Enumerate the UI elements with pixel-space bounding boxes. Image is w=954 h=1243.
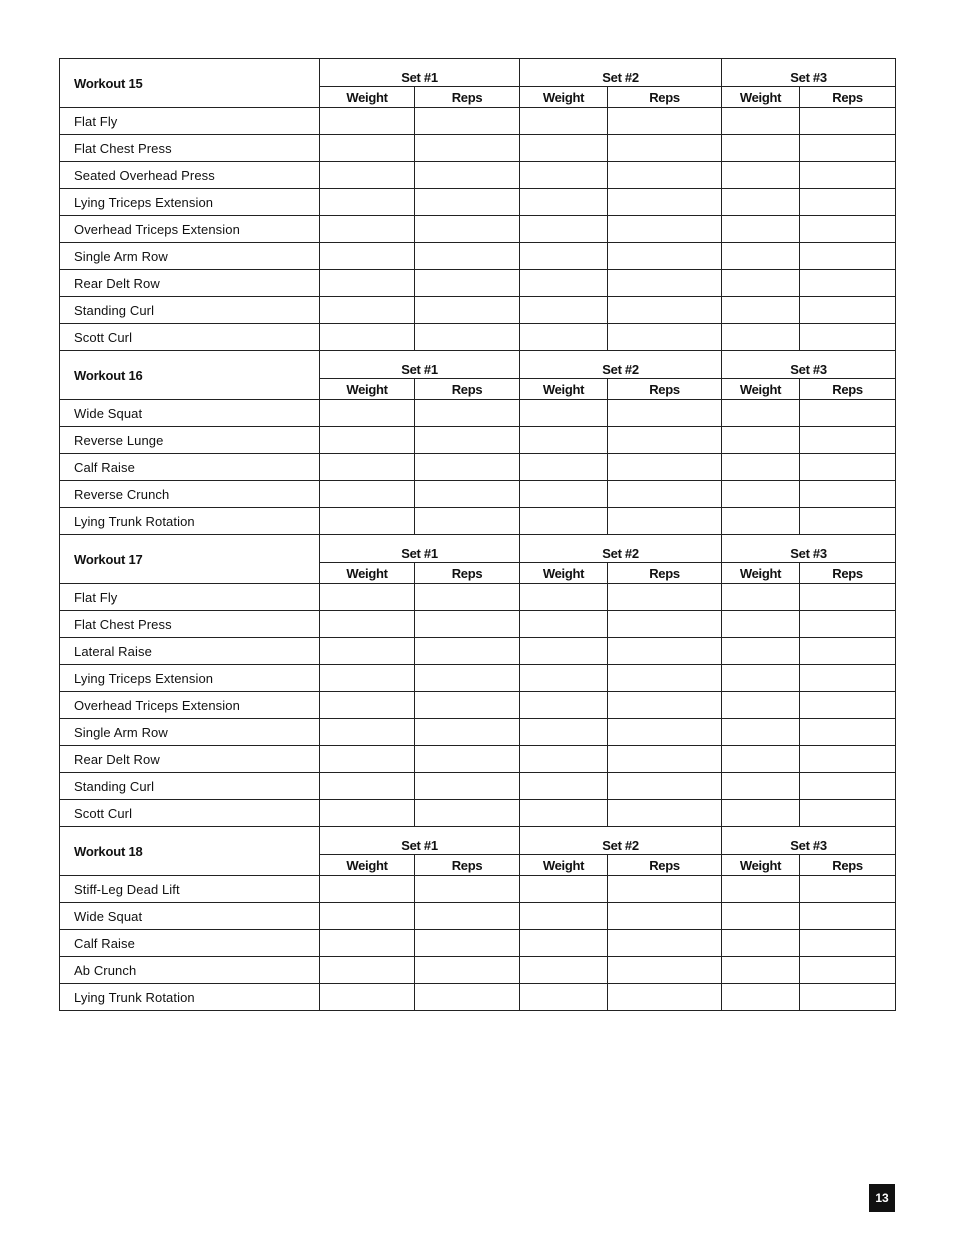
set-1-reps-entry[interactable] — [415, 903, 520, 930]
set-3-weight-entry[interactable] — [722, 427, 800, 454]
set-1-header: Set #1 — [320, 351, 520, 379]
exercise-row — [60, 297, 896, 324]
weight-column-header: Weight — [320, 379, 415, 400]
exercise-name: Standing Curl — [60, 773, 320, 800]
set-3-reps-entry[interactable] — [800, 189, 896, 216]
set-2-reps-entry[interactable] — [608, 508, 722, 535]
set-3-weight-entry[interactable] — [722, 400, 800, 427]
exercise-name: Flat Fly — [60, 108, 320, 135]
set-1-reps-entry[interactable] — [415, 773, 520, 800]
set-1-reps-entry[interactable] — [415, 665, 520, 692]
set-2-weight-entry[interactable] — [520, 481, 608, 508]
set-2-weight-entry[interactable] — [520, 324, 608, 351]
set-1-weight-entry[interactable] — [320, 324, 415, 351]
reps-column-header: Reps — [608, 855, 722, 876]
set-1-weight-entry[interactable] — [320, 297, 415, 324]
exercise-row — [60, 584, 896, 611]
exercise-row — [60, 324, 896, 351]
set-3-reps-entry[interactable] — [800, 957, 896, 984]
set-3-reps-entry[interactable] — [800, 903, 896, 930]
set-3-reps-entry[interactable] — [800, 108, 896, 135]
set-2-weight-entry[interactable] — [520, 692, 608, 719]
set-2-weight-entry[interactable] — [520, 746, 608, 773]
set-3-weight-entry[interactable] — [722, 638, 800, 665]
exercise-row — [60, 638, 896, 665]
set-1-reps-entry[interactable] — [415, 746, 520, 773]
set-2-weight-entry[interactable] — [520, 400, 608, 427]
exercise-row — [60, 243, 896, 270]
set-2-weight-entry[interactable] — [520, 719, 608, 746]
set-3-reps-entry[interactable] — [800, 427, 896, 454]
set-2-weight-entry[interactable] — [520, 800, 608, 827]
set-2-reps-entry[interactable] — [608, 746, 722, 773]
set-1-weight-entry[interactable] — [320, 957, 415, 984]
set-3-weight-entry[interactable] — [722, 876, 800, 903]
set-2-reps-entry[interactable] — [608, 243, 722, 270]
exercise-row — [60, 719, 896, 746]
exercise-row — [60, 508, 896, 535]
set-3-weight-entry[interactable] — [722, 773, 800, 800]
set-2-weight-entry[interactable] — [520, 584, 608, 611]
set-1-reps-entry[interactable] — [415, 481, 520, 508]
reps-column-header: Reps — [800, 855, 896, 876]
set-1-weight-entry[interactable] — [320, 584, 415, 611]
set-1-weight-entry[interactable] — [320, 454, 415, 481]
exercise-row — [60, 903, 896, 930]
set-3-reps-entry[interactable] — [800, 611, 896, 638]
set-2-weight-entry[interactable] — [520, 270, 608, 297]
set-1-weight-entry[interactable] — [320, 665, 415, 692]
set-3-reps-entry[interactable] — [800, 324, 896, 351]
set-2-reps-entry[interactable] — [608, 903, 722, 930]
set-3-reps-entry[interactable] — [800, 800, 896, 827]
exercise-name: Wide Squat — [60, 400, 320, 427]
set-3-weight-entry[interactable] — [722, 611, 800, 638]
workout-table — [59, 350, 896, 535]
set-3-reps-entry[interactable] — [800, 508, 896, 535]
reps-column-header: Reps — [608, 87, 722, 108]
set-1-weight-entry[interactable] — [320, 108, 415, 135]
set-3-reps-entry[interactable] — [800, 984, 896, 1011]
set-3-reps-entry[interactable] — [800, 400, 896, 427]
set-3-reps-entry[interactable] — [800, 243, 896, 270]
set-3-reps-entry[interactable] — [800, 638, 896, 665]
exercise-row — [60, 270, 896, 297]
reps-column-header: Reps — [415, 87, 520, 108]
exercise-row — [60, 135, 896, 162]
set-3-weight-entry[interactable] — [722, 454, 800, 481]
set-3-reps-entry[interactable] — [800, 719, 896, 746]
set-1-weight-entry[interactable] — [320, 984, 415, 1011]
exercise-name: Reverse Crunch — [60, 481, 320, 508]
weight-column-header: Weight — [520, 87, 608, 108]
set-2-reps-entry[interactable] — [608, 189, 722, 216]
weight-column-header: Weight — [722, 855, 800, 876]
set-1-reps-entry[interactable] — [415, 719, 520, 746]
set-2-reps-entry[interactable] — [608, 108, 722, 135]
set-3-weight-entry[interactable] — [722, 135, 800, 162]
set-2-reps-entry[interactable] — [608, 400, 722, 427]
set-1-reps-entry[interactable] — [415, 876, 520, 903]
set-2-weight-entry[interactable] — [520, 454, 608, 481]
set-2-weight-entry[interactable] — [520, 876, 608, 903]
exercise-name: Standing Curl — [60, 297, 320, 324]
exercise-name: Overhead Triceps Extension — [60, 216, 320, 243]
set-3-weight-entry[interactable] — [722, 930, 800, 957]
workout-table — [59, 826, 896, 1011]
exercise-row — [60, 400, 896, 427]
exercise-row — [60, 876, 896, 903]
set-3-weight-entry[interactable] — [722, 957, 800, 984]
set-2-weight-entry[interactable] — [520, 427, 608, 454]
set-3-weight-entry[interactable] — [722, 508, 800, 535]
set-3-weight-entry[interactable] — [722, 162, 800, 189]
exercise-row — [60, 454, 896, 481]
exercise-name: Stiff-Leg Dead Lift — [60, 876, 320, 903]
workout-table — [59, 58, 896, 351]
reps-column-header: Reps — [800, 563, 896, 584]
exercise-row — [60, 481, 896, 508]
set-2-reps-entry[interactable] — [608, 930, 722, 957]
set-1-reps-entry[interactable] — [415, 957, 520, 984]
reps-column-header: Reps — [608, 379, 722, 400]
set-3-weight-entry[interactable] — [722, 481, 800, 508]
set-2-weight-entry[interactable] — [520, 957, 608, 984]
set-3-header: Set #3 — [722, 827, 896, 855]
set-1-weight-entry[interactable] — [320, 773, 415, 800]
exercise-name: Seated Overhead Press — [60, 162, 320, 189]
set-1-reps-entry[interactable] — [415, 611, 520, 638]
exercise-name: Reverse Lunge — [60, 427, 320, 454]
set-3-weight-entry[interactable] — [722, 800, 800, 827]
workout-table — [59, 534, 896, 827]
workout-title: Workout 16 — [60, 351, 320, 400]
weight-column-header: Weight — [722, 379, 800, 400]
exercise-name: Rear Delt Row — [60, 746, 320, 773]
set-2-header: Set #2 — [520, 351, 722, 379]
set-1-weight-entry[interactable] — [320, 400, 415, 427]
set-1-reps-entry[interactable] — [415, 638, 520, 665]
reps-column-header: Reps — [415, 379, 520, 400]
exercise-row — [60, 957, 896, 984]
set-2-reps-entry[interactable] — [608, 324, 722, 351]
exercise-name: Lying Triceps Extension — [60, 665, 320, 692]
set-3-weight-entry[interactable] — [722, 324, 800, 351]
set-1-reps-entry[interactable] — [415, 800, 520, 827]
set-1-weight-entry[interactable] — [320, 481, 415, 508]
set-3-reps-entry[interactable] — [800, 584, 896, 611]
reps-column-header: Reps — [608, 563, 722, 584]
set-2-weight-entry[interactable] — [520, 108, 608, 135]
set-2-header: Set #2 — [520, 59, 722, 87]
set-1-weight-entry[interactable] — [320, 270, 415, 297]
set-1-reps-entry[interactable] — [415, 984, 520, 1011]
set-2-reps-entry[interactable] — [608, 481, 722, 508]
set-3-reps-entry[interactable] — [800, 746, 896, 773]
set-2-reps-entry[interactable] — [608, 427, 722, 454]
set-2-reps-entry[interactable] — [608, 773, 722, 800]
exercise-row — [60, 930, 896, 957]
set-1-reps-entry[interactable] — [415, 108, 520, 135]
weight-column-header: Weight — [320, 87, 415, 108]
workout-title: Workout 18 — [60, 827, 320, 876]
set-3-reps-entry[interactable] — [800, 692, 896, 719]
set-3-reps-entry[interactable] — [800, 216, 896, 243]
exercise-name: Ab Crunch — [60, 957, 320, 984]
set-1-reps-entry[interactable] — [415, 243, 520, 270]
exercise-name: Lying Trunk Rotation — [60, 508, 320, 535]
set-3-header: Set #3 — [722, 351, 896, 379]
set-3-header: Set #3 — [722, 59, 896, 87]
set-1-weight-entry[interactable] — [320, 800, 415, 827]
set-1-weight-entry[interactable] — [320, 638, 415, 665]
set-2-reps-entry[interactable] — [608, 162, 722, 189]
set-1-weight-entry[interactable] — [320, 930, 415, 957]
page-number: 13 — [869, 1184, 895, 1212]
set-3-weight-entry[interactable] — [722, 719, 800, 746]
set-2-weight-entry[interactable] — [520, 984, 608, 1011]
set-3-weight-entry[interactable] — [722, 665, 800, 692]
set-1-weight-entry[interactable] — [320, 719, 415, 746]
set-3-reps-entry[interactable] — [800, 481, 896, 508]
set-1-reps-entry[interactable] — [415, 162, 520, 189]
set-2-weight-entry[interactable] — [520, 638, 608, 665]
exercise-name: Overhead Triceps Extension — [60, 692, 320, 719]
exercise-name: Single Arm Row — [60, 243, 320, 270]
set-2-reps-entry[interactable] — [608, 611, 722, 638]
workout-title: Workout 17 — [60, 535, 320, 584]
exercise-name: Calf Raise — [60, 930, 320, 957]
set-1-reps-entry[interactable] — [415, 400, 520, 427]
set-1-reps-entry[interactable] — [415, 508, 520, 535]
set-1-reps-entry[interactable] — [415, 270, 520, 297]
workout-log-sheet — [59, 58, 895, 1011]
exercise-name: Lying Trunk Rotation — [60, 984, 320, 1011]
set-2-weight-entry[interactable] — [520, 216, 608, 243]
set-1-reps-entry[interactable] — [415, 427, 520, 454]
exercise-name: Lateral Raise — [60, 638, 320, 665]
exercise-name: Wide Squat — [60, 903, 320, 930]
set-3-weight-entry[interactable] — [722, 903, 800, 930]
set-3-weight-entry[interactable] — [722, 584, 800, 611]
exercise-row — [60, 746, 896, 773]
set-1-weight-entry[interactable] — [320, 243, 415, 270]
set-2-reps-entry[interactable] — [608, 584, 722, 611]
exercise-row — [60, 162, 896, 189]
set-3-reps-entry[interactable] — [800, 270, 896, 297]
set-3-header: Set #3 — [722, 535, 896, 563]
set-3-reps-entry[interactable] — [800, 876, 896, 903]
set-3-reps-entry[interactable] — [800, 665, 896, 692]
exercise-name: Scott Curl — [60, 800, 320, 827]
exercise-name: Lying Triceps Extension — [60, 189, 320, 216]
set-2-reps-entry[interactable] — [608, 135, 722, 162]
set-3-reps-entry[interactable] — [800, 454, 896, 481]
set-2-weight-entry[interactable] — [520, 930, 608, 957]
exercise-row — [60, 189, 896, 216]
set-1-reps-entry[interactable] — [415, 324, 520, 351]
exercise-row — [60, 216, 896, 243]
set-1-reps-entry[interactable] — [415, 189, 520, 216]
weight-column-header: Weight — [722, 563, 800, 584]
set-1-weight-entry[interactable] — [320, 876, 415, 903]
set-2-weight-entry[interactable] — [520, 665, 608, 692]
set-2-weight-entry[interactable] — [520, 162, 608, 189]
set-1-weight-entry[interactable] — [320, 508, 415, 535]
set-1-reps-entry[interactable] — [415, 692, 520, 719]
reps-column-header: Reps — [800, 379, 896, 400]
set-3-weight-entry[interactable] — [722, 189, 800, 216]
workout-header-row — [60, 535, 896, 563]
set-1-reps-entry[interactable] — [415, 297, 520, 324]
set-3-weight-entry[interactable] — [722, 216, 800, 243]
weight-column-header: Weight — [722, 87, 800, 108]
exercise-name: Scott Curl — [60, 324, 320, 351]
exercise-row — [60, 611, 896, 638]
set-1-weight-entry[interactable] — [320, 162, 415, 189]
set-2-reps-entry[interactable] — [608, 216, 722, 243]
set-2-header: Set #2 — [520, 827, 722, 855]
set-1-weight-entry[interactable] — [320, 746, 415, 773]
exercise-name: Rear Delt Row — [60, 270, 320, 297]
set-1-reps-entry[interactable] — [415, 216, 520, 243]
set-1-weight-entry[interactable] — [320, 611, 415, 638]
set-2-reps-entry[interactable] — [608, 270, 722, 297]
exercise-row — [60, 692, 896, 719]
set-3-weight-entry[interactable] — [722, 746, 800, 773]
set-2-reps-entry[interactable] — [608, 876, 722, 903]
set-1-weight-entry[interactable] — [320, 216, 415, 243]
set-3-weight-entry[interactable] — [722, 243, 800, 270]
set-2-weight-entry[interactable] — [520, 243, 608, 270]
reps-column-header: Reps — [800, 87, 896, 108]
set-3-reps-entry[interactable] — [800, 297, 896, 324]
set-2-weight-entry[interactable] — [520, 189, 608, 216]
exercise-name: Calf Raise — [60, 454, 320, 481]
exercise-name: Flat Fly — [60, 584, 320, 611]
set-1-reps-entry[interactable] — [415, 454, 520, 481]
weight-column-header: Weight — [520, 379, 608, 400]
reps-column-header: Reps — [415, 855, 520, 876]
workout-header-row — [60, 351, 896, 379]
set-2-weight-entry[interactable] — [520, 297, 608, 324]
set-1-header: Set #1 — [320, 59, 520, 87]
exercise-row — [60, 427, 896, 454]
set-3-weight-entry[interactable] — [722, 297, 800, 324]
set-1-weight-entry[interactable] — [320, 692, 415, 719]
set-2-reps-entry[interactable] — [608, 957, 722, 984]
set-3-weight-entry[interactable] — [722, 692, 800, 719]
workout-header-row — [60, 827, 896, 855]
weight-column-header: Weight — [520, 855, 608, 876]
set-1-header: Set #1 — [320, 535, 520, 563]
weight-column-header: Weight — [520, 563, 608, 584]
set-2-weight-entry[interactable] — [520, 903, 608, 930]
weight-column-header: Weight — [320, 563, 415, 584]
set-2-header: Set #2 — [520, 535, 722, 563]
exercise-name: Flat Chest Press — [60, 611, 320, 638]
set-1-weight-entry[interactable] — [320, 135, 415, 162]
exercise-name: Flat Chest Press — [60, 135, 320, 162]
set-2-weight-entry[interactable] — [520, 135, 608, 162]
set-2-reps-entry[interactable] — [608, 454, 722, 481]
set-2-reps-entry[interactable] — [608, 800, 722, 827]
set-1-reps-entry[interactable] — [415, 584, 520, 611]
exercise-row — [60, 108, 896, 135]
set-2-weight-entry[interactable] — [520, 773, 608, 800]
set-1-reps-entry[interactable] — [415, 930, 520, 957]
exercise-row — [60, 773, 896, 800]
reps-column-header: Reps — [415, 563, 520, 584]
set-3-weight-entry[interactable] — [722, 270, 800, 297]
set-2-reps-entry[interactable] — [608, 719, 722, 746]
set-3-reps-entry[interactable] — [800, 162, 896, 189]
exercise-row — [60, 800, 896, 827]
workout-title: Workout 15 — [60, 59, 320, 108]
set-2-weight-entry[interactable] — [520, 508, 608, 535]
weight-column-header: Weight — [320, 855, 415, 876]
set-2-reps-entry[interactable] — [608, 638, 722, 665]
set-2-reps-entry[interactable] — [608, 692, 722, 719]
set-2-reps-entry[interactable] — [608, 984, 722, 1011]
set-1-weight-entry[interactable] — [320, 189, 415, 216]
exercise-row — [60, 984, 896, 1011]
set-2-reps-entry[interactable] — [608, 665, 722, 692]
set-1-reps-entry[interactable] — [415, 135, 520, 162]
set-3-reps-entry[interactable] — [800, 930, 896, 957]
set-2-reps-entry[interactable] — [608, 297, 722, 324]
set-1-weight-entry[interactable] — [320, 427, 415, 454]
set-3-weight-entry[interactable] — [722, 108, 800, 135]
workout-header-row — [60, 59, 896, 87]
set-3-reps-entry[interactable] — [800, 773, 896, 800]
set-1-weight-entry[interactable] — [320, 903, 415, 930]
exercise-row — [60, 665, 896, 692]
exercise-name: Single Arm Row — [60, 719, 320, 746]
set-2-weight-entry[interactable] — [520, 611, 608, 638]
set-3-reps-entry[interactable] — [800, 135, 896, 162]
set-1-header: Set #1 — [320, 827, 520, 855]
set-3-weight-entry[interactable] — [722, 984, 800, 1011]
